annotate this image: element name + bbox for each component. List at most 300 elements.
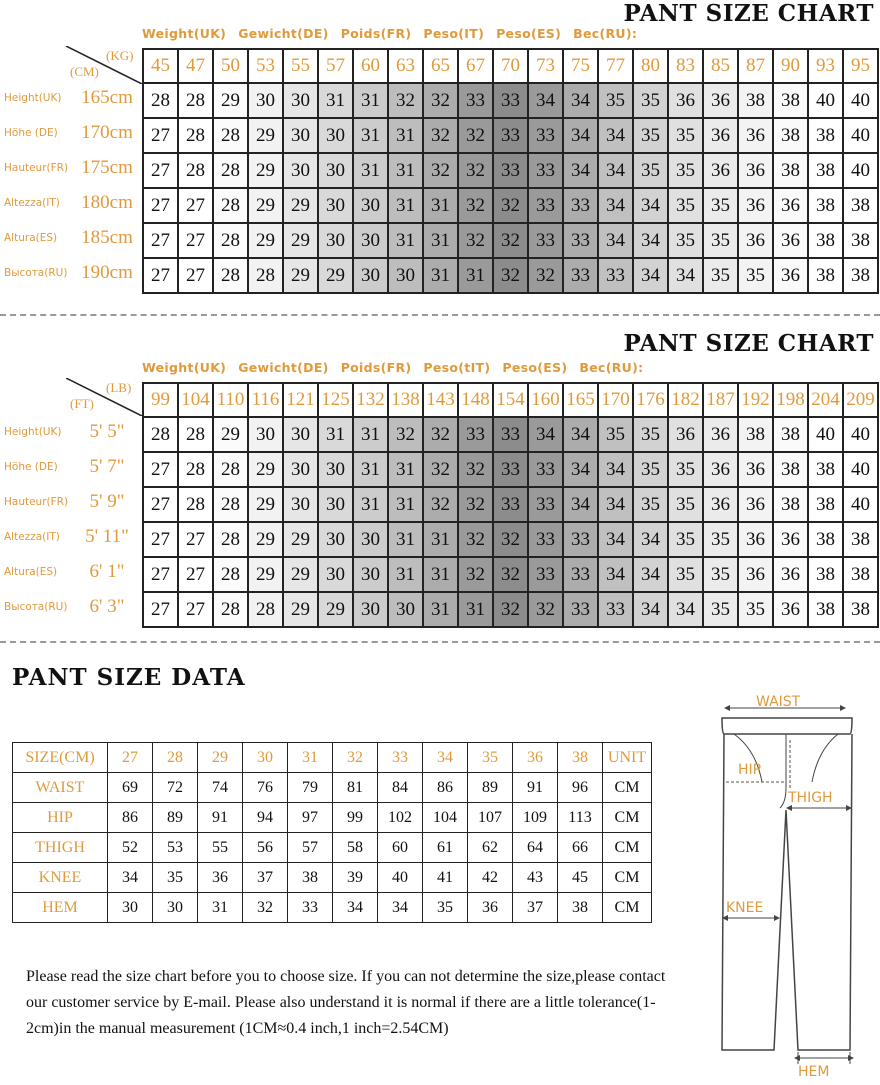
weight-column-header: 148 (458, 383, 493, 417)
weight-column-header: 187 (703, 383, 738, 417)
size-cell: 28 (213, 557, 248, 592)
size-cell: 27 (178, 223, 213, 258)
size-cell: 35 (668, 452, 703, 487)
size-header: 30 (243, 743, 288, 773)
size-cell: 30 (248, 83, 283, 118)
measurement-value: 45 (558, 863, 603, 893)
size-cell: 30 (318, 522, 353, 557)
size-cell: 30 (353, 223, 388, 258)
size-header: 29 (198, 743, 243, 773)
size-cell: 34 (633, 258, 668, 293)
size-cell: 30 (353, 592, 388, 627)
size-cell: 38 (843, 522, 878, 557)
size-cell: 31 (318, 417, 353, 452)
measurement-row (13, 773, 652, 803)
size-header-label: SIZE(CM) (13, 743, 108, 773)
size-cell: 31 (388, 557, 423, 592)
size-cell: 38 (773, 153, 808, 188)
size-cell: 31 (388, 118, 423, 153)
size-cell: 36 (773, 592, 808, 627)
measurement-value: 30 (108, 893, 153, 923)
size-cell: 35 (668, 153, 703, 188)
size-row (143, 258, 878, 293)
size-cell: 38 (738, 83, 773, 118)
size-cell: 36 (738, 487, 773, 522)
size-cell: 28 (213, 153, 248, 188)
measurement-value: 37 (513, 893, 558, 923)
measurement-value: 31 (198, 893, 243, 923)
lang-label: Bec(RU): (573, 26, 638, 41)
height-value: 5' 11" (85, 526, 129, 547)
size-cell: 38 (843, 223, 878, 258)
measurement-value: 57 (288, 833, 333, 863)
size-cell: 28 (213, 188, 248, 223)
pants-outline (712, 690, 872, 1080)
measurement-value: 69 (108, 773, 153, 803)
measurement-value: 34 (378, 893, 423, 923)
size-cell: 40 (808, 417, 843, 452)
weight-column-header: 143 (423, 383, 458, 417)
weight-column-header: 87 (738, 49, 773, 83)
size-cell: 36 (703, 417, 738, 452)
measurement-value: 81 (333, 773, 378, 803)
size-cell: 35 (668, 118, 703, 153)
size-cell: 30 (318, 118, 353, 153)
size-cell: 36 (668, 417, 703, 452)
size-cell: 36 (738, 522, 773, 557)
size-cell: 31 (458, 592, 493, 627)
measurement-value: 72 (153, 773, 198, 803)
size-cell: 30 (283, 417, 318, 452)
size-cell: 36 (703, 153, 738, 188)
size-header: 32 (333, 743, 378, 773)
size-cell: 35 (633, 153, 668, 188)
chart-title: PANT SIZE CHART (623, 330, 874, 357)
size-cell: 34 (563, 487, 598, 522)
weight-column-header: 121 (283, 383, 318, 417)
size-cell: 27 (178, 592, 213, 627)
weight-column-header: 83 (668, 49, 703, 83)
weight-column-header: 116 (248, 383, 283, 417)
size-cell: 31 (423, 592, 458, 627)
size-cell: 35 (738, 258, 773, 293)
measurement-value: 39 (333, 863, 378, 893)
weight-column-header: 198 (773, 383, 808, 417)
measurement-label: THIGH (13, 833, 108, 863)
size-cell: 31 (388, 452, 423, 487)
size-cell: 31 (353, 118, 388, 153)
weight-column-header: 165 (563, 383, 598, 417)
measurement-row (13, 893, 652, 923)
size-row (143, 83, 878, 118)
size-cell: 33 (528, 487, 563, 522)
size-cell: 31 (388, 223, 423, 258)
measurement-row (13, 833, 652, 863)
size-cell: 36 (703, 83, 738, 118)
size-row (143, 153, 878, 188)
size-cell: 28 (178, 417, 213, 452)
height-language-label: Höhe (DE) (4, 127, 58, 139)
size-cell: 34 (668, 592, 703, 627)
size-cell: 33 (563, 223, 598, 258)
height-language-label: Hauteur(FR) (4, 496, 69, 508)
size-cell: 35 (703, 188, 738, 223)
size-grid (142, 48, 879, 294)
measurement-value: 76 (243, 773, 288, 803)
height-value: 6' 1" (89, 561, 125, 582)
size-cell: 33 (493, 417, 528, 452)
hem-label: HEM (798, 1064, 830, 1080)
measurement-label: HIP (13, 803, 108, 833)
knee-label: KNEE (726, 900, 764, 916)
size-cell: 40 (843, 487, 878, 522)
size-cell: 35 (598, 417, 633, 452)
weight-column-header: 55 (283, 49, 318, 83)
measurement-value: 38 (288, 863, 333, 893)
weight-column-header: 90 (773, 49, 808, 83)
size-cell: 31 (423, 223, 458, 258)
size-cell: 33 (493, 153, 528, 188)
size-cell: 29 (213, 417, 248, 452)
size-cell: 33 (528, 188, 563, 223)
measurement-value: 37 (243, 863, 288, 893)
measurement-value: 40 (378, 863, 423, 893)
weight-column-header: 132 (353, 383, 388, 417)
size-cell: 32 (458, 487, 493, 522)
size-cell: 35 (668, 522, 703, 557)
size-cell: 33 (528, 223, 563, 258)
size-cell: 35 (633, 118, 668, 153)
size-cell: 27 (178, 557, 213, 592)
size-cell: 38 (808, 153, 843, 188)
measurement-value: 43 (513, 863, 558, 893)
weight-column-header: 73 (528, 49, 563, 83)
size-cell: 32 (458, 557, 493, 592)
height-language-label: Height(UK) (4, 426, 62, 438)
size-cell: 29 (248, 487, 283, 522)
size-cell: 36 (738, 188, 773, 223)
measurement-value: 91 (198, 803, 243, 833)
size-cell: 31 (423, 258, 458, 293)
size-cell: 33 (598, 258, 633, 293)
size-cell: 30 (353, 258, 388, 293)
size-cell: 35 (703, 592, 738, 627)
size-cell: 29 (283, 522, 318, 557)
size-cell: 38 (843, 188, 878, 223)
size-cell: 38 (738, 417, 773, 452)
weight-column-header: 160 (528, 383, 563, 417)
size-cell: 30 (318, 223, 353, 258)
size-cell: 40 (843, 452, 878, 487)
lang-label: Peso(ES) (496, 26, 562, 41)
size-cell: 30 (318, 557, 353, 592)
size-cell: 33 (493, 452, 528, 487)
height-value: 180cm (81, 192, 133, 213)
measurement-value: 32 (243, 893, 288, 923)
size-cell: 30 (283, 153, 318, 188)
unit-header: UNIT (603, 743, 652, 773)
size-cell: 28 (213, 592, 248, 627)
height-value: 5' 5" (89, 421, 125, 442)
height-value: 185cm (81, 227, 133, 248)
measurement-value: 89 (153, 803, 198, 833)
size-cell: 38 (808, 223, 843, 258)
size-cell: 32 (423, 452, 458, 487)
measurement-value: 56 (243, 833, 288, 863)
size-cell: 34 (633, 592, 668, 627)
size-cell: 28 (213, 487, 248, 522)
weight-column-header: 80 (633, 49, 668, 83)
size-cell: 31 (353, 452, 388, 487)
measurement-value: 94 (243, 803, 288, 833)
size-row (143, 487, 878, 522)
weight-column-header: 57 (318, 49, 353, 83)
size-cell: 38 (808, 592, 843, 627)
size-cell: 28 (213, 223, 248, 258)
size-cell: 36 (738, 557, 773, 592)
weight-column-header: 176 (633, 383, 668, 417)
height-value: 6' 3" (89, 596, 125, 617)
size-row (143, 522, 878, 557)
data-title: PANT SIZE DATA (12, 664, 246, 691)
size-cell: 29 (248, 153, 283, 188)
size-cell: 33 (493, 83, 528, 118)
size-cell: 38 (808, 452, 843, 487)
size-cell: 33 (458, 417, 493, 452)
size-cell: 32 (458, 188, 493, 223)
weight-column-header: 182 (668, 383, 703, 417)
measurement-value: 86 (423, 773, 468, 803)
divider (0, 314, 880, 316)
height-language-label: Hauteur(FR) (4, 162, 69, 174)
size-cell: 31 (353, 417, 388, 452)
measurement-value: 33 (288, 893, 333, 923)
weight-column-header: 47 (178, 49, 213, 83)
size-cell: 33 (528, 522, 563, 557)
size-cell: 30 (388, 592, 423, 627)
size-cell: 34 (598, 188, 633, 223)
size-cell: 29 (248, 223, 283, 258)
measurement-value: 91 (513, 773, 558, 803)
height-language-label: Altezza(IT) (4, 531, 60, 543)
weight-column-header: 70 (493, 49, 528, 83)
size-cell: 38 (773, 487, 808, 522)
weight-column-header: 50 (213, 49, 248, 83)
measurement-value: 55 (198, 833, 243, 863)
measurement-label: KNEE (13, 863, 108, 893)
size-cell: 36 (738, 223, 773, 258)
size-cell: 32 (458, 118, 493, 153)
size-cell: 38 (843, 592, 878, 627)
measurement-row (13, 803, 652, 833)
size-cell: 33 (563, 188, 598, 223)
size-cell: 36 (773, 188, 808, 223)
height-value: 165cm (81, 87, 133, 108)
size-cell: 29 (283, 258, 318, 293)
size-cell: 36 (773, 522, 808, 557)
size-cell: 35 (668, 223, 703, 258)
size-cell: 35 (738, 592, 773, 627)
size-cell: 32 (423, 83, 458, 118)
measurement-value: 79 (288, 773, 333, 803)
size-cell: 34 (633, 557, 668, 592)
lang-label: Peso(IT) (423, 26, 485, 41)
pants-measurement-diagram (712, 690, 872, 1080)
size-cell: 31 (388, 522, 423, 557)
size-row (143, 557, 878, 592)
size-cell: 34 (633, 188, 668, 223)
hip-label: HIP (738, 762, 762, 778)
weight-column-header: 95 (843, 49, 878, 83)
size-grid (142, 382, 879, 628)
pant-size-chart-metric (0, 0, 880, 310)
weight-column-header: 99 (143, 383, 178, 417)
size-cell: 33 (528, 153, 563, 188)
size-cell: 29 (248, 188, 283, 223)
size-cell: 40 (808, 83, 843, 118)
size-cell: 33 (493, 487, 528, 522)
size-cell: 35 (633, 83, 668, 118)
measurement-value: 102 (378, 803, 423, 833)
size-row (143, 223, 878, 258)
size-data-table (12, 742, 652, 923)
weight-column-header: 45 (143, 49, 178, 83)
size-cell: 32 (423, 417, 458, 452)
size-cell: 30 (353, 557, 388, 592)
size-row (143, 452, 878, 487)
size-cell: 38 (808, 557, 843, 592)
size-cell: 27 (178, 188, 213, 223)
measurement-value: 61 (423, 833, 468, 863)
weight-column-header: 125 (318, 383, 353, 417)
weight-column-header: 77 (598, 49, 633, 83)
size-cell: 32 (493, 557, 528, 592)
size-row (143, 417, 878, 452)
weight-column-header: 209 (843, 383, 878, 417)
size-cell: 32 (493, 188, 528, 223)
measurement-value: 113 (558, 803, 603, 833)
size-cell: 34 (598, 522, 633, 557)
size-cell: 32 (493, 592, 528, 627)
size-cell: 34 (563, 153, 598, 188)
measurement-value: 64 (513, 833, 558, 863)
size-cell: 32 (458, 522, 493, 557)
size-cell: 28 (213, 118, 248, 153)
size-cell: 34 (598, 557, 633, 592)
weight-column-header: 85 (703, 49, 738, 83)
size-cell: 32 (458, 452, 493, 487)
size-cell: 35 (633, 487, 668, 522)
size-cell: 31 (423, 188, 458, 223)
measurement-value: 41 (423, 863, 468, 893)
measurement-value: 89 (468, 773, 513, 803)
measurement-value: 60 (378, 833, 423, 863)
size-cell: 35 (633, 452, 668, 487)
size-cell: 36 (738, 118, 773, 153)
size-cell: 29 (248, 522, 283, 557)
measurement-value: 38 (558, 893, 603, 923)
measurement-value: 58 (333, 833, 378, 863)
size-cell: 34 (598, 452, 633, 487)
size-cell: 33 (563, 522, 598, 557)
size-cell: 29 (248, 452, 283, 487)
measurement-row (13, 863, 652, 893)
measurement-value: 66 (558, 833, 603, 863)
size-cell: 34 (563, 417, 598, 452)
size-cell: 28 (178, 487, 213, 522)
size-cell: 29 (248, 118, 283, 153)
chart-title: PANT SIZE CHART (623, 0, 874, 27)
height-unit-label: (FT) (70, 396, 94, 411)
size-cell: 27 (143, 188, 178, 223)
size-cell: 30 (318, 487, 353, 522)
size-cell: 33 (493, 118, 528, 153)
measurement-unit: CM (603, 833, 652, 863)
size-cell: 27 (178, 522, 213, 557)
weight-unit-label: (KG) (106, 48, 134, 63)
size-cell: 28 (178, 153, 213, 188)
weight-column-header: 110 (213, 383, 248, 417)
measurement-value: 35 (153, 863, 198, 893)
size-cell: 32 (528, 592, 563, 627)
measurement-value: 86 (108, 803, 153, 833)
size-cell: 28 (248, 592, 283, 627)
size-cell: 40 (843, 153, 878, 188)
size-cell: 29 (213, 83, 248, 118)
waist-label: WAIST (756, 694, 801, 710)
size-cell: 40 (843, 83, 878, 118)
size-cell: 30 (283, 452, 318, 487)
size-cell: 32 (423, 153, 458, 188)
size-cell: 31 (388, 153, 423, 188)
size-cell: 30 (318, 188, 353, 223)
size-cell: 29 (283, 592, 318, 627)
height-language-label: Высота(RU) (4, 267, 68, 279)
size-cell: 32 (388, 417, 423, 452)
size-cell: 35 (703, 258, 738, 293)
weight-column-header: 104 (178, 383, 213, 417)
size-cell: 34 (668, 258, 703, 293)
size-note: Please read the size chart before you to choose size. If you can not determine the size,please contact our customer service by E-mail. Please also understand it is normal if there are a little tolerance(1-2cm)in the manual measurement (1CM≈0.4 inch,1 inch=2.54CM) (26, 968, 666, 1037)
size-cell: 27 (143, 522, 178, 557)
size-cell: 28 (178, 83, 213, 118)
divider (0, 641, 880, 643)
lang-label: Poids(FR) (340, 26, 412, 41)
size-cell: 34 (633, 223, 668, 258)
size-cell: 35 (598, 83, 633, 118)
size-header: 38 (558, 743, 603, 773)
size-cell: 29 (248, 557, 283, 592)
height-language-label: Altezza(IT) (4, 197, 60, 209)
size-row (143, 118, 878, 153)
weight-column-header: 154 (493, 383, 528, 417)
size-header: 33 (378, 743, 423, 773)
weight-column-header: 60 (353, 49, 388, 83)
size-cell: 27 (143, 118, 178, 153)
height-value: 175cm (81, 157, 133, 178)
height-language-label: Высота(RU) (4, 601, 68, 613)
size-cell: 35 (668, 188, 703, 223)
size-cell: 30 (318, 452, 353, 487)
size-cell: 34 (598, 223, 633, 258)
size-cell: 31 (353, 487, 388, 522)
size-cell: 27 (143, 223, 178, 258)
size-cell: 32 (388, 83, 423, 118)
size-cell: 28 (143, 417, 178, 452)
size-cell: 27 (143, 153, 178, 188)
size-cell: 28 (248, 258, 283, 293)
size-cell: 30 (283, 487, 318, 522)
